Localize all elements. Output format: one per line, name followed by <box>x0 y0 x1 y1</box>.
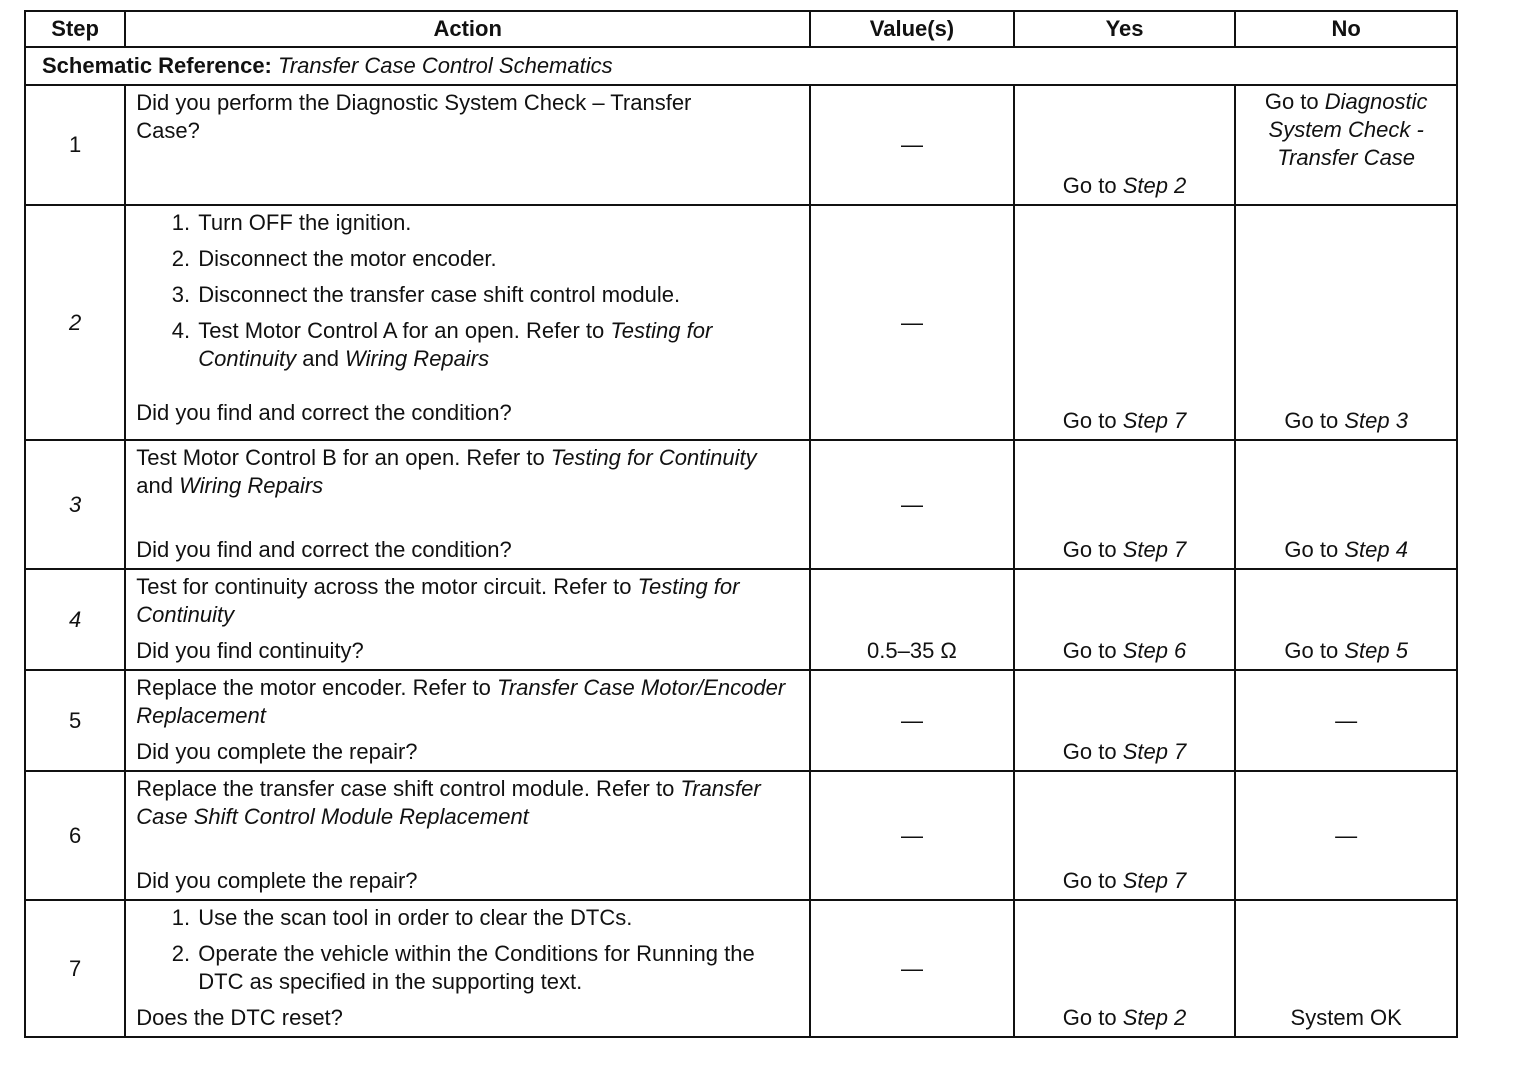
yes-prefix: Go to <box>1062 868 1123 893</box>
no-cell <box>1235 670 1457 771</box>
yes-prefix: Go to <box>1062 1005 1123 1030</box>
schematic-link[interactable]: Transfer Case Control Schematics <box>278 53 613 78</box>
value-text: — <box>900 707 923 733</box>
table-row <box>25 670 1457 771</box>
action-text <box>136 775 799 831</box>
step-number: 4 <box>25 569 125 670</box>
action-step: 2. Operate the vehicle within the Conditions for Running the DTC as specified in the supporting text. <box>196 940 799 996</box>
action-question: Did you find continuity? <box>136 638 364 663</box>
yes-link[interactable]: Step 7 <box>1122 868 1187 893</box>
action-steps <box>136 209 799 373</box>
step-text: Test Motor Control A for an open. Refer to <box>198 318 611 343</box>
diagnostic-table <box>24 10 1458 1038</box>
step-number: 7 <box>25 900 125 1037</box>
header-action: Action <box>125 11 810 47</box>
yes-prefix: Go to <box>1062 638 1123 663</box>
yes-prefix: Go to <box>1062 173 1123 198</box>
no-text: — <box>1335 707 1358 733</box>
value-text: — <box>900 491 923 517</box>
step-number: 3 <box>25 440 125 569</box>
no-prefix: Go to <box>1284 638 1345 663</box>
table-row <box>25 900 1457 1037</box>
no-link[interactable]: Step 4 <box>1344 537 1408 562</box>
ref-link-testing-continuity[interactable]: Testing for Continuity <box>198 318 713 371</box>
value-text: — <box>900 822 923 848</box>
yes-cell <box>1014 440 1236 569</box>
action-step: 1. Use the scan tool in order to clear the DTCs. <box>196 904 799 932</box>
action-cell <box>125 569 810 670</box>
schematic-reference <box>25 47 1457 85</box>
yes-cell <box>1014 900 1236 1037</box>
action-text <box>136 444 799 500</box>
action-cell <box>125 205 810 440</box>
action-question: Did you find and correct the condition? <box>136 537 512 562</box>
table-row <box>25 440 1457 569</box>
yes-cell <box>1014 205 1236 440</box>
header-row <box>25 11 1457 47</box>
yes-link[interactable]: Step 6 <box>1122 638 1187 663</box>
no-cell <box>1235 440 1457 569</box>
yes-cell <box>1014 771 1236 900</box>
ref-link-motor-encoder-replacement[interactable]: Transfer Case Motor/Encoder Replacement <box>136 675 786 728</box>
action-step: 1. Turn OFF the ignition. <box>196 209 799 237</box>
schematic-label: Schematic Reference: <box>42 53 272 78</box>
table-row <box>25 85 1457 205</box>
no-link[interactable]: Diagnostic System Check - Transfer Case <box>1268 89 1428 170</box>
action-question: Did you complete the repair? <box>136 868 418 893</box>
no-cell <box>1235 205 1457 440</box>
no-cell <box>1235 771 1457 900</box>
action-cell <box>125 771 810 900</box>
value-text: 0.5–35 Ω <box>867 638 957 663</box>
action-step: 2. Disconnect the motor encoder. <box>196 245 799 273</box>
no-prefix: Go to <box>1284 408 1345 433</box>
ref-link-wiring-repairs[interactable]: Wiring Repairs <box>179 473 324 498</box>
header-no: No <box>1235 11 1457 47</box>
action-text-part: Replace the motor encoder. Refer to <box>136 675 498 700</box>
action-text-part: and <box>136 473 180 498</box>
action-cell <box>125 85 810 205</box>
header-step: Step <box>25 11 125 47</box>
yes-link[interactable]: Step 2 <box>1122 1005 1187 1030</box>
table-row <box>25 569 1457 670</box>
ref-link-wiring-repairs[interactable]: Wiring Repairs <box>345 346 490 371</box>
no-text: System OK <box>1290 1005 1402 1030</box>
action-steps <box>136 904 799 996</box>
yes-cell <box>1014 569 1236 670</box>
value-cell <box>810 771 1014 900</box>
value-text: — <box>900 132 923 157</box>
table-row <box>25 771 1457 900</box>
step-number: 1 <box>25 85 125 205</box>
no-prefix: Go to <box>1264 89 1325 114</box>
no-cell <box>1235 569 1457 670</box>
no-link[interactable]: Step 3 <box>1344 408 1408 433</box>
no-cell <box>1235 900 1457 1037</box>
step-number: 5 <box>25 670 125 771</box>
value-cell <box>810 569 1014 670</box>
table-row <box>25 205 1457 440</box>
yes-prefix: Go to <box>1062 537 1123 562</box>
no-link[interactable]: Step 5 <box>1344 638 1408 663</box>
no-prefix: Go to <box>1284 537 1345 562</box>
action-text <box>136 674 799 730</box>
action-cell <box>125 670 810 771</box>
ref-link-testing-continuity[interactable]: Testing for Continuity <box>550 445 757 470</box>
yes-link[interactable]: Step 2 <box>1122 173 1187 198</box>
no-cell <box>1235 85 1457 205</box>
value-cell <box>810 670 1014 771</box>
no-text: — <box>1335 822 1358 848</box>
yes-link[interactable]: Step 7 <box>1122 537 1187 562</box>
step-text: and <box>296 346 346 371</box>
action-step <box>196 317 799 373</box>
action-cell <box>125 900 810 1037</box>
header-yes: Yes <box>1014 11 1236 47</box>
value-cell <box>810 205 1014 440</box>
step-number: 2 <box>25 205 125 440</box>
action-question: Does the DTC reset? <box>136 1005 343 1030</box>
ref-link-shift-module-replacement[interactable]: Transfer Case Shift Control Module Replacement <box>136 776 761 829</box>
value-cell <box>810 85 1014 205</box>
yes-cell <box>1014 85 1236 205</box>
value-text: — <box>900 955 923 981</box>
schematic-row <box>25 47 1457 85</box>
yes-link[interactable]: Step 7 <box>1122 408 1187 433</box>
step-number: 6 <box>25 771 125 900</box>
yes-cell <box>1014 670 1236 771</box>
value-cell <box>810 900 1014 1037</box>
value-text: — <box>900 309 923 335</box>
action-question: Did you complete the repair? <box>136 739 418 764</box>
action-question: Did you find and correct the condition? <box>136 400 512 425</box>
value-cell <box>810 440 1014 569</box>
yes-prefix: Go to <box>1062 408 1123 433</box>
action-text-part: Test for continuity across the motor circuit. Refer to <box>136 574 638 599</box>
ref-link-testing-continuity[interactable]: Testing for Continuity <box>136 574 740 627</box>
action-text <box>136 573 799 629</box>
action-text: Did you perform the Diagnostic System Check – Transfer Case? <box>136 90 692 143</box>
action-step: 3. Disconnect the transfer case shift control module. <box>196 281 799 309</box>
yes-prefix: Go to <box>1062 739 1123 764</box>
header-values: Value(s) <box>810 11 1014 47</box>
action-cell <box>125 440 810 569</box>
action-text-part: Replace the transfer case shift control module. Refer to <box>136 776 681 801</box>
yes-link[interactable]: Step 7 <box>1122 739 1187 764</box>
action-text-part: Test Motor Control B for an open. Refer to <box>136 445 551 470</box>
